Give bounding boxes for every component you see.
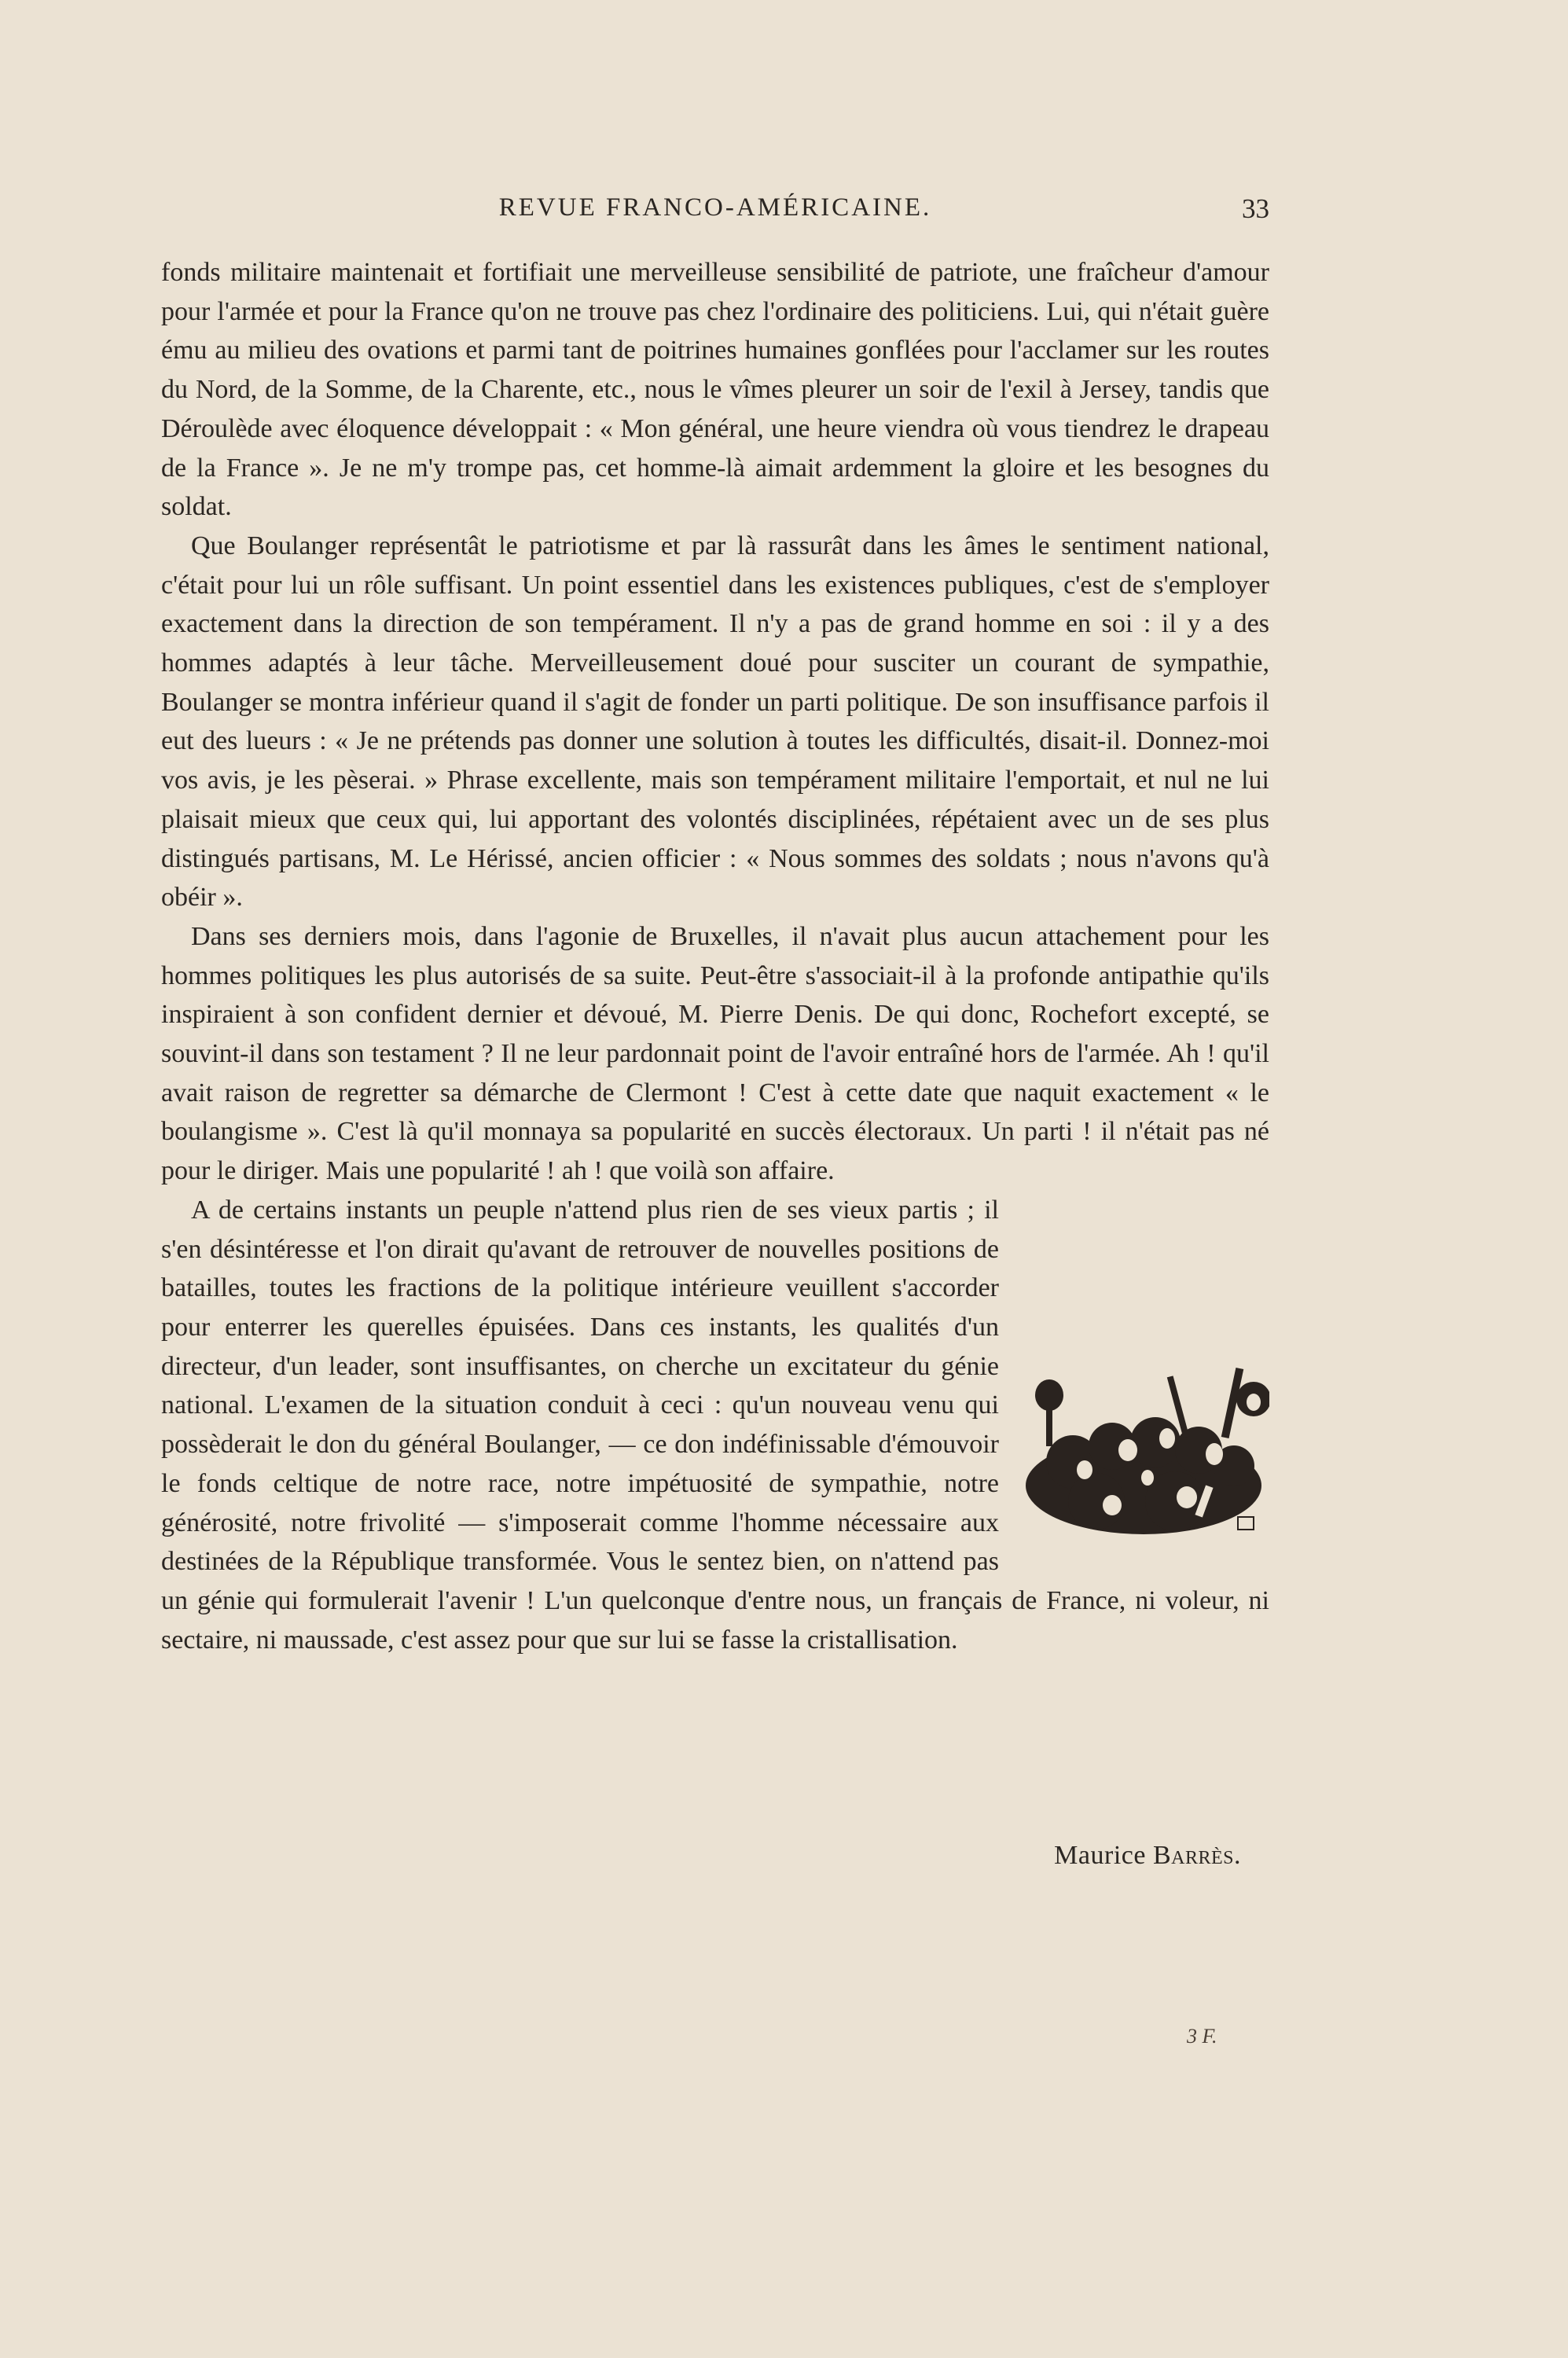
footer-mark: 3 F. xyxy=(1187,2025,1217,2048)
author-first-name: Maurice xyxy=(1054,1841,1153,1870)
page-number: 33 xyxy=(1242,193,1269,224)
running-head xyxy=(161,193,1269,233)
paragraph-4: A de certains instants un peuple n'attend plus rien de ses vieux partis ; il s'en désintéresse et l'on dirait qu'avant de retrouver de nouvelles positions de batailles, toutes les fractions de la politique intérieure veuillent s'accorder pour enterrer les querelles épuisées. Dans ces instants, les qualités d'un directeur, d'un leader, sont insuffisantes, on cherche un excitateur du génie national. L'examen de la situation conduit à ceci : qu'un nouveau venu qui possèderait le don du général Boulanger, — ce don indéfinissable d'émouvoir le fonds celtique de notre race, notre impétuosité de sympathie, notre générosité, notre frivolité — s'imposerait comme l'homme nécessaire aux destinées de la République transformée. Vous le sentez bien, on n'attend pas un génie qui formulerait l'avenir ! L'un quelconque d'entre nous, un français de France, ni voleur, ni sectaire, ni maussade, c'est assez pour que sur lui se fasse la cristallisation. xyxy=(161,1195,1269,1655)
article-body xyxy=(161,253,1269,1659)
author-last-name: Barrès. xyxy=(1152,1841,1241,1870)
crowd-cartoon-icon xyxy=(1018,1352,1269,1541)
paragraph-3: Dans ses derniers mois, dans l'agonie de Bruxelles, il n'avait plus aucun attachement pour les hommes politiques les plus autorisés de sa suite. Peut-être s'associait-il à la profonde antipathie qu'ils inspiraient à son confident dernier et dévoué, M. Pierre Denis. De qui donc, Rochefort excepté, se souvint-il dans son testament ? Il ne leur pardonnait point de l'avoir entraîné hors de l'armée. Ah ! qu'il avait raison de regretter sa démarche de Clermont ! C'est à cette date que naquit exactement « le boulangisme ». C'est là qu'il monnaya sa popularité en succès électoraux. Un parti ! il n'était pas né pour le diriger. Mais une popularité ! ah ! que voilà son affaire. xyxy=(161,921,1269,1186)
paragraph-2: Que Boulanger représentât le patriotisme et par là rassurât dans les âmes le sentiment national, c'était pour lui un rôle suffisant. Un point essentiel dans les existences publiques, c'est de s'employer exactement dans la direction de son tempérament. Il n'y a pas de grand homme en soi : il y a des hommes adaptés à leur tâche. Merveilleusement doué pour susciter un courant de sympathie, Boulanger se montra inférieur quand il s'agit de fonder un parti politique. De son insuffisance parfois il eut des lueurs : « Je ne prétends pas donner une solution à toutes les difficultés, disait-il. Donnez-moi vos avis, je les pèserai. » Phrase excellente, mais son tempérament militaire l'emportait, et nul ne lui plaisait mieux que ceux qui, lui apportant des volontés disciplinées, répétaient avec un de ses plus distingués partisans, M. Le Hérissé, ancien officier : « Nous sommes des soldats ; nous n'avons qu'à obéir ». xyxy=(161,531,1269,913)
running-title: REVUE FRANCO-AMÉRICAINE. xyxy=(498,193,932,222)
author-signature xyxy=(1054,1841,1241,1871)
paragraph-1: fonds militaire maintenait et fortifiait une merveilleuse sensibilité de patriote, une fraîcheur d'amour pour l'armée et pour la France qu'on ne trouve pas chez l'ordinaire des politiciens. Lui, qui n'était guère ému au milieu des ovations et parmi tant de poitrines humaines gonflées pour l'acclamer sur les routes du Nord, de la Somme, de la Charente, etc., nous le vîmes pleurer un soir de l'exil à Jersey, tandis que Déroulède avec éloquence développait : « Mon général, une heure viendra où vous tiendrez le drapeau de la France ». Je ne m'y trompe pas, cet homme-là aimait ardemment la gloire et les besognes du soldat. xyxy=(161,258,1269,522)
